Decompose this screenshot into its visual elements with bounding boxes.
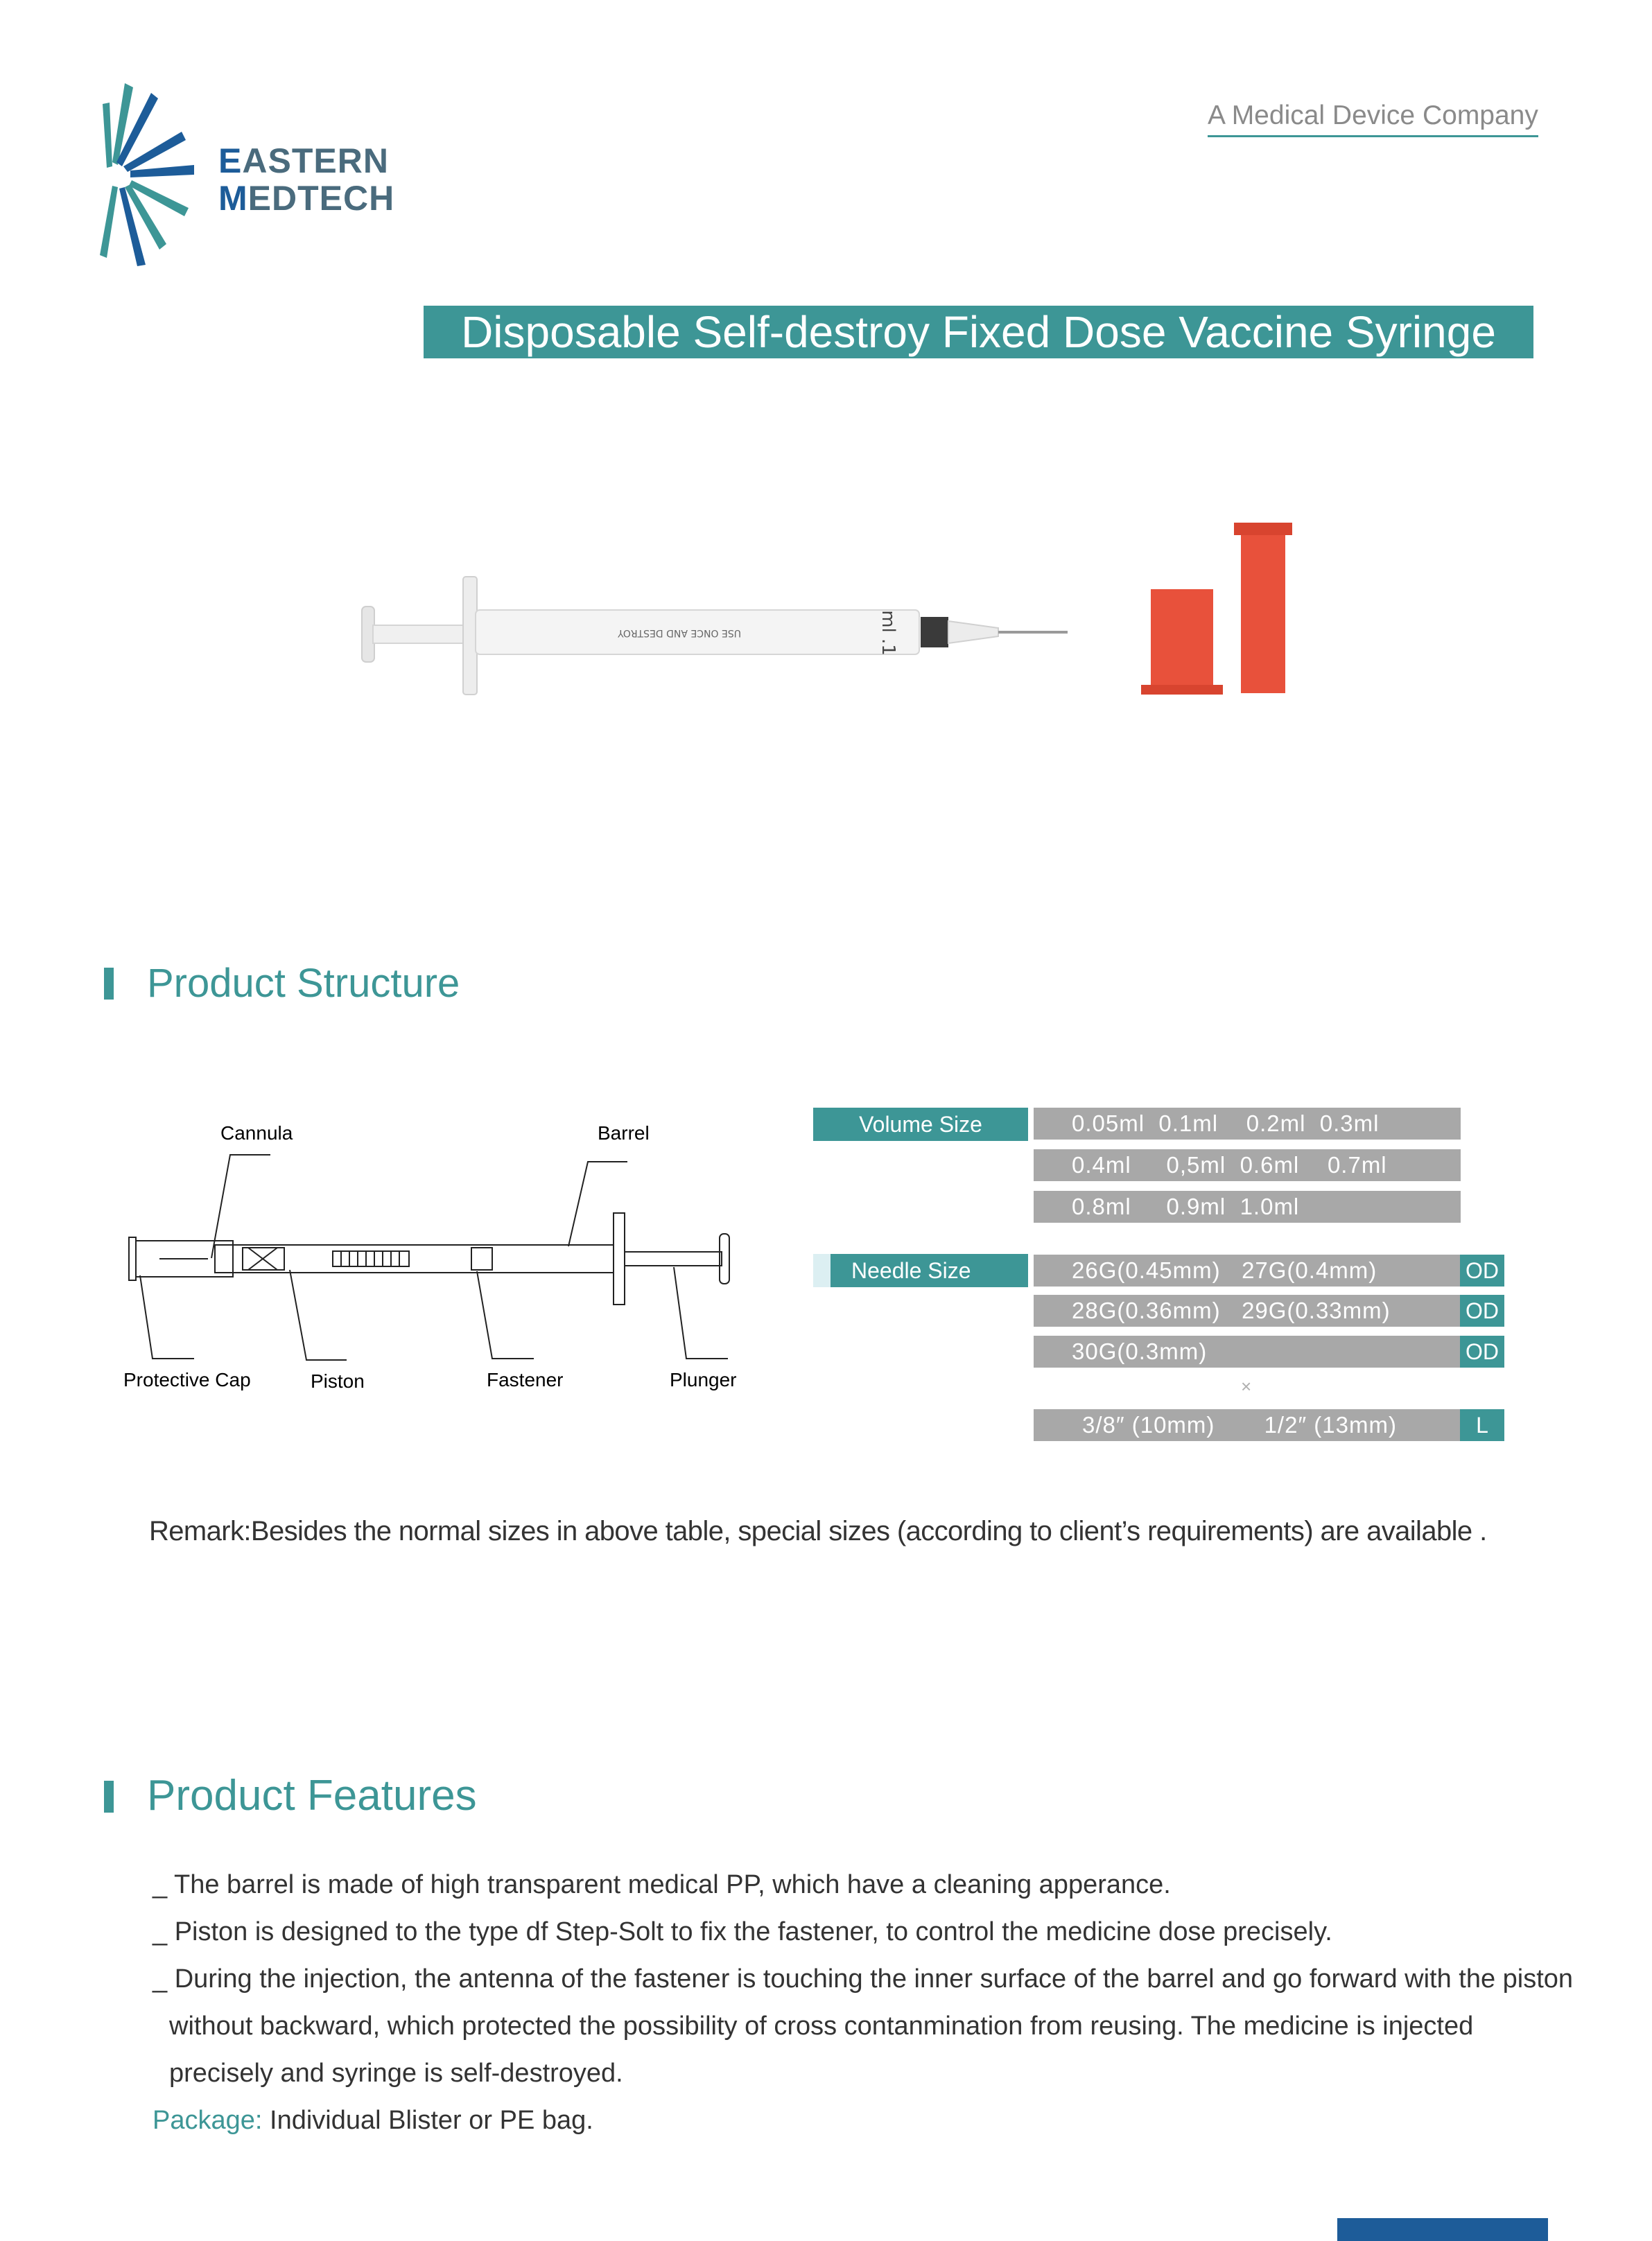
brand-initial-m: M bbox=[218, 179, 248, 218]
needle-size-row-3: 30G(0.3mm) bbox=[1034, 1336, 1461, 1368]
product-features-heading bbox=[104, 1771, 477, 1820]
needle-length-unit: L bbox=[1460, 1409, 1504, 1441]
volume-size-row-3: 0.8ml 0.9ml 1.0ml bbox=[1034, 1191, 1461, 1223]
leader-fastener bbox=[477, 1271, 534, 1359]
company-tagline: A Medical Device Company bbox=[1208, 101, 1538, 137]
diagram-flange bbox=[614, 1213, 625, 1305]
diagram-cap-end bbox=[129, 1237, 136, 1280]
needle-size-row-2-unit: OD bbox=[1460, 1295, 1504, 1327]
feature-item-2: _ Piston is designed to the type df Step-Solt to fix the fastener, to control the medicine dose precisely. bbox=[153, 1917, 1332, 1946]
label-barrel: Barrel bbox=[598, 1122, 650, 1144]
remark-text: Remark:Besides the normal sizes in above table, special sizes (according to client’s requirements) are available . bbox=[149, 1516, 1487, 1546]
syringe-product-image bbox=[333, 499, 1331, 721]
volume-size-row-1: 0.05ml 0.1ml 0.2ml 0.3ml bbox=[1034, 1108, 1461, 1140]
short-cap-rim bbox=[1141, 685, 1223, 695]
needle-size-row-3-unit: OD bbox=[1460, 1336, 1504, 1368]
product-features-heading-text: Product Features bbox=[147, 1772, 477, 1820]
syringe-piston bbox=[921, 617, 948, 647]
label-cannula: Cannula bbox=[220, 1122, 293, 1144]
label-protective-cap: Protective Cap bbox=[123, 1369, 251, 1390]
leader-protective-cap bbox=[140, 1275, 194, 1359]
diagram-fastener bbox=[471, 1248, 492, 1270]
heading-bar-icon bbox=[104, 1781, 114, 1813]
heading-bar-icon bbox=[104, 968, 114, 1000]
package-label: Package: bbox=[153, 2106, 263, 2135]
needle-size-label-accent bbox=[813, 1254, 831, 1287]
structure-diagram bbox=[111, 1109, 763, 1400]
needle-size-row-1: 26G(0.45mm) 27G(0.4mm) bbox=[1034, 1255, 1461, 1287]
label-fastener: Fastener bbox=[487, 1369, 564, 1390]
diagram-plunger-rod-ribs bbox=[333, 1251, 409, 1266]
label-plunger: Plunger bbox=[670, 1369, 737, 1390]
plunger-rod bbox=[373, 625, 463, 643]
leader-cannula bbox=[211, 1155, 270, 1258]
brand-name bbox=[218, 142, 394, 217]
needle-hub bbox=[948, 621, 998, 643]
footer-accent-bar bbox=[1337, 2218, 1548, 2241]
short-cap bbox=[1151, 589, 1213, 693]
feature-item-3: _ During the injection, the antenna of the fastener is touching the inner surface of the barrel and go forward with the piston bbox=[153, 1964, 1574, 1994]
page-title: Disposable Self-destroy Fixed Dose Vaccine Syringe bbox=[424, 306, 1533, 358]
package-value: Individual Blister or PE bag. bbox=[262, 2106, 593, 2135]
diagram-plunger-stem bbox=[625, 1252, 722, 1266]
long-cap-rim bbox=[1234, 523, 1292, 535]
feature-item-1: _ The barrel is made of high transparent medical PP, which have a cleaning apperance. bbox=[153, 1870, 1171, 1899]
volume-size-row-2: 0.4ml 0,5ml 0.6ml 0.7ml bbox=[1034, 1149, 1461, 1181]
needle-size-row-2: 28G(0.36mm) 29G(0.33mm) bbox=[1034, 1295, 1461, 1327]
leader-barrel bbox=[568, 1162, 627, 1246]
product-structure-heading-text: Product Structure bbox=[147, 961, 460, 1006]
feature-item-3-line-3: precisely and syringe is self-destroyed. bbox=[169, 2059, 623, 2088]
feature-item-3-line-2: without backward, which protected the possibility of cross contanmination from reusing. The medicine is injected bbox=[169, 2012, 1474, 2041]
volume-size-label: Volume Size bbox=[813, 1108, 1028, 1141]
barrel-print-text: USE ONCE AND DESTROY bbox=[618, 627, 741, 638]
needle-size-row-1-unit: OD bbox=[1460, 1255, 1504, 1287]
needle-size-label: Needle Size bbox=[831, 1254, 1028, 1287]
barrel-graduation-text: ml .1 bbox=[878, 610, 898, 656]
brand-word-medtech: EDTECH bbox=[247, 179, 395, 218]
long-cap bbox=[1241, 527, 1285, 693]
leader-piston bbox=[290, 1270, 347, 1360]
brand-word-eastern: ASTERN bbox=[242, 141, 389, 180]
brand-initial-e: E bbox=[218, 141, 243, 180]
label-piston: Piston bbox=[311, 1370, 365, 1392]
cross-symbol: × bbox=[1241, 1376, 1252, 1397]
needle-length-row: 3/8″ (10mm) 1/2″ (13mm) bbox=[1034, 1409, 1461, 1441]
package-info bbox=[153, 2104, 593, 2137]
company-logo-icon bbox=[97, 83, 208, 270]
product-structure-heading bbox=[104, 960, 460, 1006]
